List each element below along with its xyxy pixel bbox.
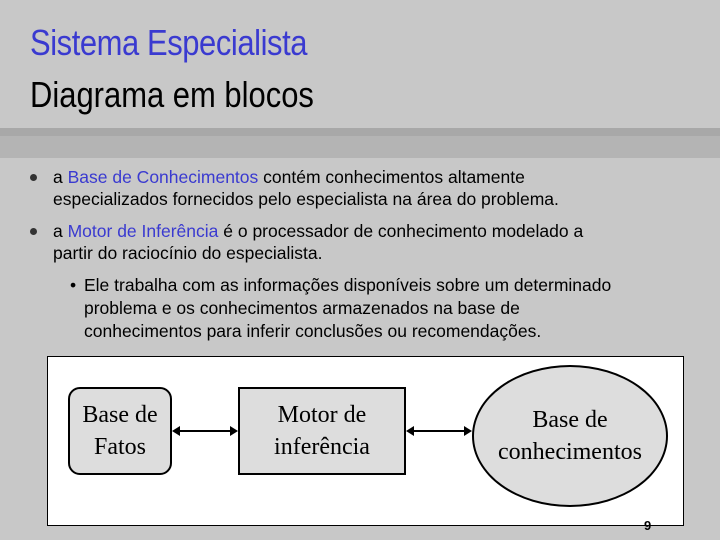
- highlight-term: Base de Conhecimentos: [67, 167, 259, 187]
- inference-engine-block: [238, 387, 406, 475]
- bullet-text-1: [53, 166, 703, 210]
- knowledge-base-block: [472, 365, 668, 507]
- bullet-line2: partir do raciocínio do especialista.: [53, 243, 323, 263]
- divider-line: [0, 128, 720, 136]
- block-label: inferência: [274, 434, 370, 460]
- sub-bullet-marker-icon: •: [70, 275, 77, 295]
- bullet-line2: especializados fornecidos pelo especialista na área do problema.: [53, 189, 559, 209]
- slide-title: Sistema Especialista: [30, 22, 308, 63]
- block-label: Fatos: [93, 434, 146, 460]
- block-label: conhecimentos: [498, 439, 642, 465]
- bullet-dot-icon: [30, 228, 37, 235]
- page-number: 9: [644, 518, 652, 533]
- bullet-rest: é o processador de conhecimento modelado a: [218, 221, 584, 241]
- bullet-text-2: [53, 220, 703, 264]
- bullet-prefix: a: [53, 221, 68, 241]
- bullet-rest: contém conhecimentos altamente: [258, 167, 525, 187]
- block-label: Base de: [532, 407, 608, 433]
- bullet-dot-icon: [30, 174, 37, 181]
- sub-bullet: [72, 274, 702, 343]
- title-area: [0, 0, 720, 128]
- block-label: Motor de: [277, 402, 367, 428]
- sub-bullet-line2: problema e os conhecimentos armazenados na base de: [84, 298, 520, 318]
- slide-subtitle: Diagrama em blocos: [30, 74, 314, 115]
- highlight-term: Motor de Inferência: [67, 221, 219, 241]
- double-arrow-icon: [406, 423, 472, 439]
- block-diagram: [47, 356, 684, 526]
- facts-base-block: [68, 387, 172, 475]
- bullet-prefix: a: [53, 167, 68, 187]
- double-arrow-icon: [172, 423, 238, 439]
- block-label: Base de: [82, 402, 158, 428]
- sub-bullet-line1: Ele trabalha com as informações disponíveis sobre um determinado: [84, 275, 612, 295]
- sub-bullet-line3: conhecimentos para inferir conclusões ou recomendações.: [84, 321, 542, 341]
